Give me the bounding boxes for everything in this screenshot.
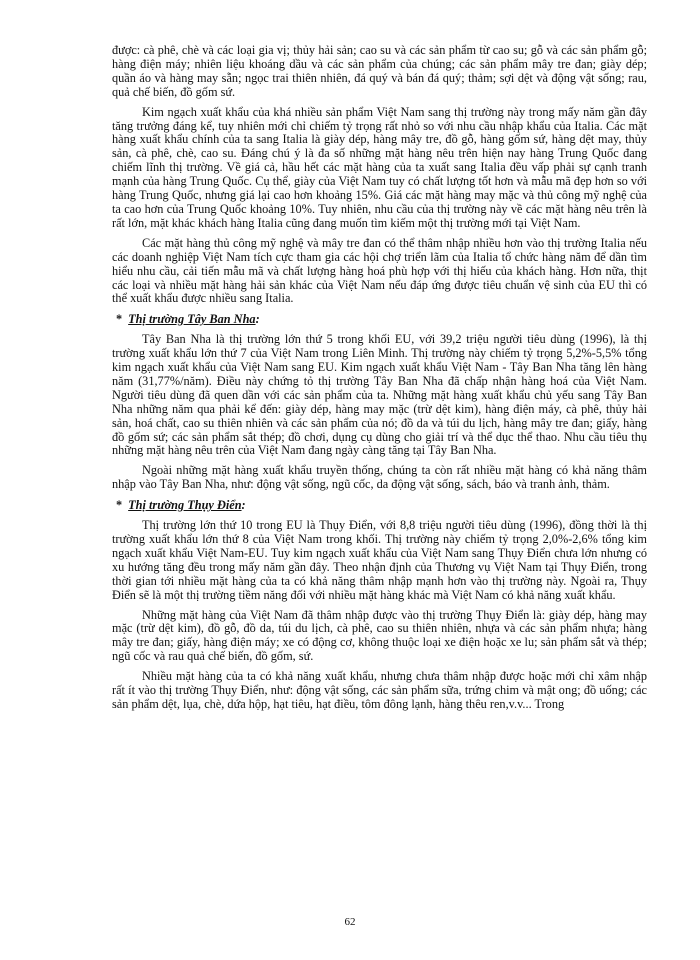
section-title-spain: Thị trường Tây Ban Nha [128, 312, 256, 327]
paragraph-spain-potential: Ngoài những mặt hàng xuất khẩu truyền thống, chúng ta còn rất nhiều mặt hàng có khả năng thâm nhập vào Tây Ban Nha, như: động vật sống, ngũ cốc, da động vật sống, sách, báo và tranh ảnh, thảm. [112, 463, 647, 492]
paragraph-sweden-products: Những mặt hàng của Việt Nam đã thâm nhập được vào thị trường Thụy Điển là: giày dép, hàng may mặc (trừ dệt kim), đồ gỗ, đồ da, túi du lịch, cà phê, cao su thiên nhiên, nhựa và các sản phẩm nhựa; hàng mây tre đan; giấy, hàng điện máy; xe có động cơ, không thuộc loại xe điện hoặc xe lu; sản phẩm sắt và thép; ngũ cốc và rau quả chế biến, đồ gốm, sứ. [112, 607, 647, 664]
paragraph-italy-export: Kim ngạch xuất khẩu của khá nhiều sản phẩm Việt Nam sang thị trường này trong mấy năm gần đây tăng trưởng đáng kể, tuy nhiên mới chỉ chiếm tỷ trọng rất nhỏ so với nhu cầu nhập khẩu của Italia. Các mặt hàng xuất khẩu chính của ta sang Italia là giày dép, hàng mây tre, đồ gỗ, hàng gốm sứ, hàng dệt may, thủy sản, cà phê, chè, cao su. Đáng chú ý là đa số những mặt hàng nêu trên hiện nay hàng Trung Quốc đang chiếm lĩnh thị trường. Về giá cả, hầu hết các mặt hàng của ta xuất sang Italia đều vấp phải sự cạnh tranh mạnh của hàng Trung Quốc. Cụ thể, giày của Việt Nam tuy có chất lượng tốt hơn và mẫu mã đẹp hơn so với hàng Trung Quốc, nhưng giá lại cao hơn khoảng 15%. Giá các mặt hàng may mặc và thủ công mỹ nghệ của ta cao hơn của Trung Quốc khoảng 10%. Tuy nhiên, nhu cầu của thị trường này về các mặt hàng nêu trên là rất lớn, mặt khác khách hàng Italia cũng đang muốn tìm kiếm một thị trường mới tại Việt Nam. [112, 104, 647, 230]
section-heading-sweden [112, 499, 647, 513]
section-heading-spain [112, 313, 647, 327]
section-title-suffix: : [255, 312, 260, 327]
paragraph-sweden-potential: Nhiều mặt hàng của ta có khả năng xuất khẩu, nhưng chưa thâm nhập được hoặc mới chỉ xâm nhập rất ít vào thị trường Thụy Điển, như: động vật sống, các sản phẩm sữa, trứng chim và mật ong; đồ uống; các sản phẩm dệt, lụa, chè, dứa hộp, hạt tiêu, hạt điều, tôm đông lạnh, hàng thêu ren,v.v... Trong [112, 669, 647, 711]
section-title-suffix: : [241, 498, 246, 513]
page-number: 62 [344, 916, 356, 928]
document-body [112, 44, 647, 718]
paragraph-italy-handicraft: Các mặt hàng thủ công mỹ nghệ và mây tre đan có thể thâm nhập nhiều hơn vào thị trường Italia nếu các doanh nghiệp Việt Nam tích cực tham gia các hội chợ triển lãm của Italia tổ chức hàng năm để dần tìm hiểu nhu cầu, cải tiến mẫu mã và chất lượng hàng hoá phù hợp với thị hiếu của khách hàng. Hơn nữa, thịt các loại và nhiều mặt hàng hải sản khác của Việt Nam nếu đáp ứng được tiêu chuẩn vệ sinh của EU thì có thể xuất khẩu được nhiều sang Italia. [112, 235, 647, 306]
bullet-marker: * [116, 312, 123, 327]
bullet-marker: * [116, 498, 123, 513]
paragraph-intro-continued: được: cà phê, chè và các loại gia vị; thủy hải sản; cao su và các sản phẩm từ cao su; gỗ và các sản phẩm gỗ; hàng điện máy; nhiên liệu khoáng dầu và các sản phẩm của chúng; các sản phẩm mây tre đan; giày dép; quần áo và hàng may sẵn; ngọc trai thiên nhiên, đá quý và bán đá quý; thảm; sợi dệt và động vật sống; rau, quả chế biến, đồ gốm sứ. [112, 43, 647, 99]
paragraph-sweden-market: Thị trường lớn thứ 10 trong EU là Thụy Điển, với 8,8 triệu người tiêu dùng (1996), đồng thời là thị trường xuất khẩu lớn thứ 8 của Việt Nam trong khối. Thị trường này chiếm tỷ trọng 2,0%-2,6% tổng kim ngạch xuất khẩu Việt Nam-EU. Tuy kim ngạch xuất khẩu của Việt Nam sang Thụy Điển chưa lớn nhưng có xu hướng tăng đều trong mấy năm gần đây. Theo nhận định của Thương vụ Việt Nam tại Thụy Điển, trong thời gian tới nhiều mặt hàng của ta có khả năng thâm nhập mạnh hơn vào thị trường này. Ngoài ra, Thụy Điển sẽ là một thị trường tiềm năng đối với nhiều mặt hàng khác mà Việt Nam có khả năng xuất khẩu. [112, 518, 647, 602]
section-title-sweden: Thị trường Thụy Điển [128, 498, 242, 513]
paragraph-spain-market: Tây Ban Nha là thị trường lớn thứ 5 trong khối EU, với 39,2 triệu người tiêu dùng (1996), là thị trường xuất khẩu lớn thứ 7 của Việt Nam trong Liên Minh. Thị trường này chiếm tỷ trọng 5,2%-5,5% tổng kim ngạch xuất khẩu của Việt Nam sang EU. Kim ngạch xuất khẩu Việt Nam - Tây Ban Nha tăng lên hàng năm (31,77%/năm). Điều này chứng tỏ thị trường Tây Ban Nha đã chấp nhận hàng hoá của Việt Nam. Người tiêu dùng đã quen dần với các sản phẩm của ta. Những mặt hàng xuất khẩu chủ yếu sang Tây Ban Nha những năm qua phải kể đến: giày dép, hàng may mặc (trừ dệt kim), hàng điện máy, cà phê, thủy hải sản, hoá chất, cao su thiên nhiên và các sản phẩm của nó; đồ da và túi du lịch, hàng mây tre đan; giấy, hàng đồ gốm sứ; các sản phẩm sắt thép; đồ chơi, dụng cụ dùng cho giải trí và thể dục thể thao. Nhu cầu tiêu thụ những mặt hàng nêu trên của Việt Nam đang ngày càng tăng tại Tây Ban Nha. [112, 332, 647, 458]
